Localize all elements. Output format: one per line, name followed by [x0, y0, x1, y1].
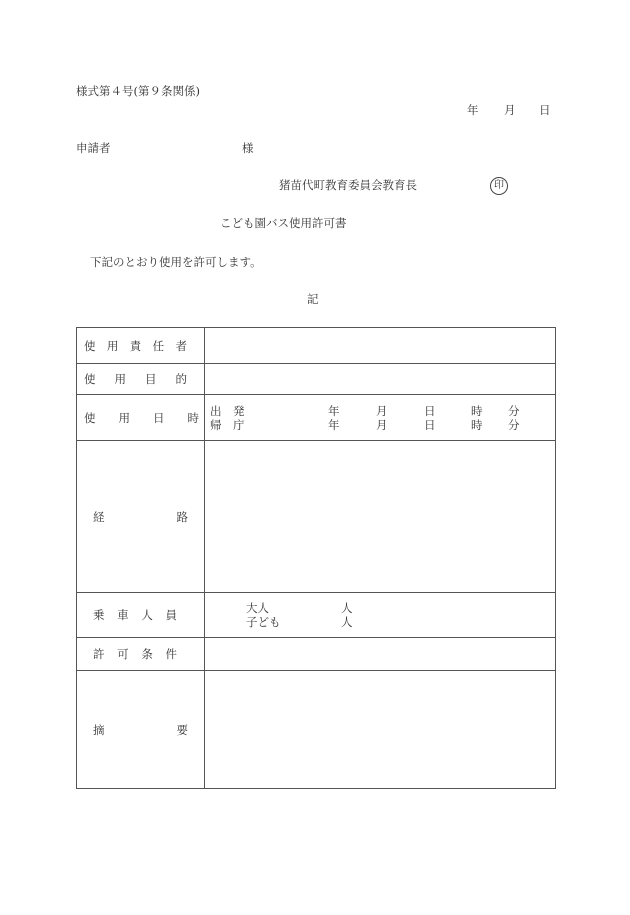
month-label: 月 — [504, 103, 516, 117]
value-responsible-person[interactable] — [205, 328, 556, 364]
permit-table — [76, 327, 556, 789]
adults-row: 大人 人 — [246, 601, 353, 615]
value-passengers[interactable] — [205, 593, 556, 638]
label-passengers: 乗 車 人 員 — [77, 593, 205, 638]
return-row: 帰 庁 年 月 日 時 分 — [210, 417, 520, 432]
value-route[interactable] — [205, 441, 556, 593]
label-remarks: 摘 要 — [77, 671, 205, 789]
table-row — [77, 395, 556, 441]
ki-heading: 記 — [307, 292, 319, 306]
issuer-title: 猪苗代町教育委員会教育長 — [279, 178, 417, 192]
applicant-name-field[interactable] — [115, 139, 235, 155]
intro-text: 下記のとおり使用を許可します。 — [90, 255, 262, 269]
applicant-label: 申請者 — [76, 141, 111, 155]
label-responsible-person: 使 用 責 任 者 — [77, 328, 205, 364]
label-route: 経 路 — [77, 441, 205, 593]
label-purpose: 使 用 目 的 — [77, 364, 205, 395]
value-remarks[interactable] — [205, 671, 556, 789]
day-label: 日 — [539, 103, 551, 117]
table-row — [77, 441, 556, 593]
applicant-honorific: 様 — [242, 141, 254, 155]
seal-mark: 印 — [490, 177, 508, 195]
value-purpose[interactable] — [205, 364, 556, 395]
table-row — [77, 638, 556, 671]
label-conditions: 許 可 条 件 — [77, 638, 205, 671]
table-row — [77, 328, 556, 364]
table-row — [77, 671, 556, 789]
children-row: 子ども 人 — [246, 615, 353, 629]
form-number: 様式第４号(第９条関係) — [76, 84, 200, 98]
document-title: こども園バス使用許可書 — [220, 216, 347, 230]
table-row — [77, 593, 556, 638]
year-label: 年 — [467, 103, 479, 117]
value-datetime[interactable] — [205, 395, 556, 441]
table-row — [77, 364, 556, 395]
label-datetime: 使 用 日 時 — [77, 395, 205, 441]
value-conditions[interactable] — [205, 638, 556, 671]
departure-row: 出 発 年 月 日 時 分 — [210, 403, 520, 418]
